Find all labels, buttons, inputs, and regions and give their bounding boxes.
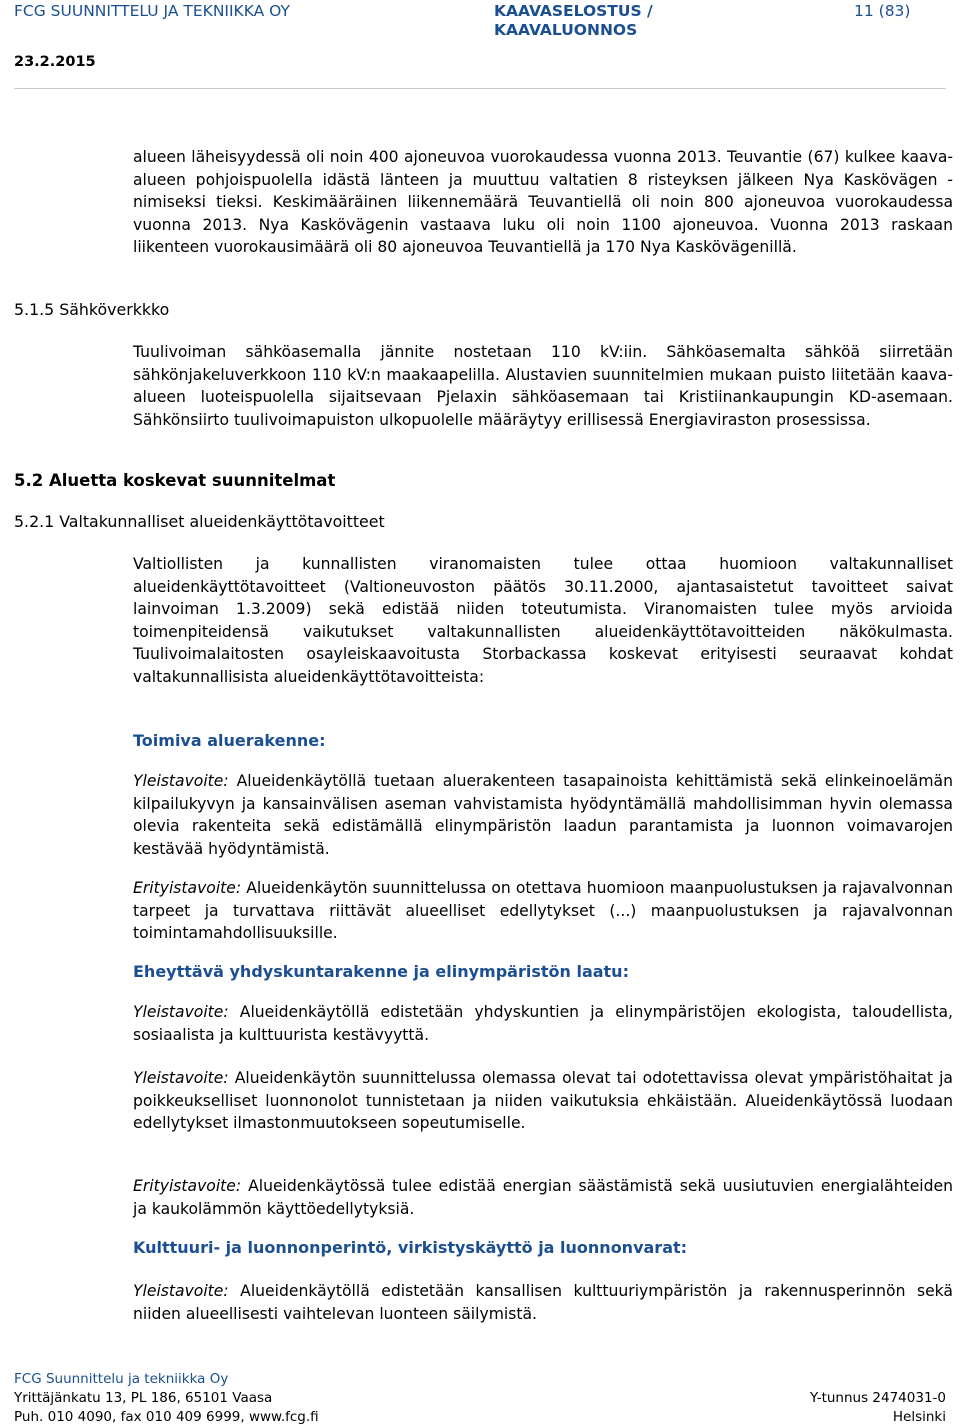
goal-paragraph-2 (133, 877, 953, 945)
goal-label: Erityistavoite: (133, 1177, 242, 1195)
header-title-line2: KAAVALUONNOS (494, 21, 638, 39)
goal-text: Alueidenkäytössä tulee edistää energian säästämistä sekä uusiutuvien energialähteiden ja kaukolämmön käyttöedellytyksiä. (133, 1177, 953, 1218)
goal-label: Yleistavoite: (133, 1003, 229, 1021)
goal-paragraph-6 (133, 1280, 953, 1325)
header-page-number: 11 (83) (854, 2, 911, 20)
header-title-line1: KAAVASELOSTUS / (494, 2, 653, 20)
header-date: 23.2.2015 (14, 54, 96, 70)
section-heading-5-2: 5.2 Aluetta koskevat suunnitelmat (14, 471, 336, 490)
goal-text: Alueidenkäytön suunnittelussa on otettava huomioon maanpuolustuksen ja rajavalvonnan tarpeet ja turvattava riittävät alueelliset edellytykset (...) maanpuolustuksen ja rajavalvonnan toimintamahdollisuuksille. (133, 879, 953, 942)
goal-label: Erityistavoite: (133, 879, 242, 897)
goal-text: Alueidenkäytön suunnittelussa olemassa olevat tai odotettavissa olevat ympäristöhaitat ja poikkeukselliset luonnonolot tunnistetaan ja niiden vaikutuksia ehkäistään. Alueidenkäytössä luodaan edellytykset ilmastonmuutokseen sopeutumiselle. (133, 1069, 953, 1132)
paragraph-power-grid: Tuulivoiman sähköasemalla jännite nostetaan 110 kV:iin. Sähköasemalta sähköä siirretään sähkönjakeluverkkoon 110 kV:n maakaapelilla. Alustavien suunnitelmien mukaan puisto liitetään kaava-alueen luoteispuolella sijaitsevaan Pjelaxin sähköasemaan tai Kristiinankaupungin KD-asemaan. Sähkönsiirto tuulivoimapuiston ulkopuolelle määräytyy erillisessä Energiaviraston prosessissa. (133, 343, 953, 429)
section-heading-5-1-5: 5.1.5 Sähköverkkko (14, 300, 170, 319)
footer-business-id: Y-tunnus 2474031-0 (810, 1390, 946, 1406)
goal-text: Alueidenkäytöllä tuetaan aluerakenteen tasapainoista kehittämistä sekä elinkeinoelämän kilpailukyvyn ja kansainvälisen aseman vahvistamista hyödyntämällä mahdollisimman hyvin olemassa olevia rakenteita sekä edistämällä elinympäristön laadun parantamista ja luonnon voimavarojen kestävää hyödyntämistä. (133, 772, 953, 858)
goal-paragraph-3 (133, 1001, 953, 1046)
goal-label: Yleistavoite: (133, 1069, 229, 1087)
subheading-eheyttava-yhdyskuntarakenne: Eheyttävä yhdyskuntarakenne ja elinympäristön laatu: (133, 962, 629, 981)
goal-label: Yleistavoite: (133, 772, 229, 790)
paragraph-traffic: alueen läheisyydessä oli noin 400 ajoneuvoa vuorokaudessa vuonna 2013. Teuvantie (67) kulkee kaava-alueen pohjoispuolella idästä länteen ja muuttuu valtatien 8 risteyksen jälkeen Nya Kaskövägen -nimiseksi tieksi. Keskimääräinen liikennemäärä Teuvantiellä oli noin 800 ajoneuvoa vuorokaudessa vuonna 2013. Nya Kaskövägenin vastaava luku oli noin 1100 ajoneuvoa. Vuonna 2013 raskaan liikenteen vuorokausimäärä oli 80 ajoneuvoa Teuvantiellä ja 170 Nya Kaskövägenillä. (133, 148, 953, 256)
goal-paragraph-4 (133, 1067, 953, 1135)
subheading-toimiva-aluerakenne: Toimiva aluerakenne: (133, 731, 326, 750)
section-heading-5-2-1: 5.2.1 Valtakunnalliset alueidenkäyttötavoitteet (14, 512, 385, 531)
footer-company: FCG Suunnittelu ja tekniikka Oy (14, 1371, 229, 1387)
footer-address: Yrittäjänkatu 13, PL 186, 65101 Vaasa (14, 1390, 273, 1406)
goal-label: Yleistavoite: (133, 1282, 229, 1300)
goal-paragraph-1 (133, 770, 953, 860)
goal-paragraph-5 (133, 1175, 953, 1220)
footer-city: Helsinki (892, 1409, 946, 1425)
subheading-kulttuuri-ja-luonnonperinto: Kulttuuri- ja luonnonperintö, virkistyskäyttö ja luonnonvarat: (133, 1238, 688, 1257)
goal-text: Alueidenkäytöllä edistetään yhdyskuntien ja elinympäristöjen ekologista, taloudellista, sosiaalista ja kulttuurista kestävyyttä. (133, 1003, 953, 1044)
header-company: FCG SUUNNITTELU JA TEKNIIKKA OY (14, 2, 290, 20)
header-divider (14, 88, 946, 89)
paragraph-national-goals: Valtiollisten ja kunnallisten viranomaisten tulee ottaa huomioon valtakunnalliset alueidenkäyttötavoitteet (Valtioneuvoston päätös 30.11.2000, ajantasaistetut tavoitteet saivat lainvoiman 1.3.2009) sekä edistää niiden toteutumista. Viranomaisten tulee myös arvioida toimenpiteidensä vaikutukset valtakunnallisten alueidenkäyttötavoitteiden näkökulmasta. Tuulivoimalaitosten osayleiskaavoitusta Storbackassa koskevat erityisesti seuraavat kohdat valtakunnallisista alueidenkäyttötavoitteista: (133, 555, 953, 686)
goal-text: Alueidenkäytöllä edistetään kansallisen kulttuuriympäristön ja rakennusperinnön sekä niiden alueellisesti vaihtelevan luonteen säilymistä. (133, 1282, 953, 1323)
footer-contact: Puh. 010 4090, fax 010 409 6999, www.fcg.fi (14, 1409, 319, 1425)
